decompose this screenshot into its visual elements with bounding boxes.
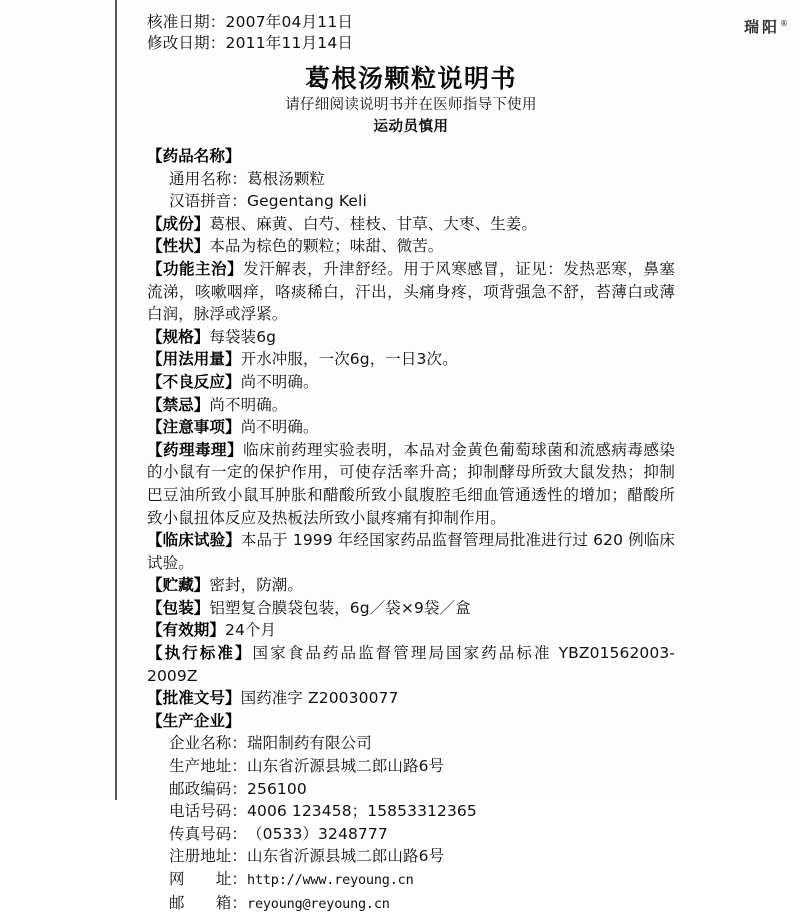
section-pinyin	[147, 190, 675, 213]
postcode-key: 邮政编码：	[169, 779, 248, 798]
specification-label: 【规格】	[147, 327, 210, 346]
registered-trademark-icon: ®	[780, 19, 788, 28]
production-address-key: 生产地址：	[169, 757, 248, 776]
approval-number-value: 国药准字 Z20030077	[240, 689, 399, 708]
manufacturer-website-row	[147, 868, 675, 892]
manufacturer-label: 【生产企业】	[147, 711, 241, 730]
standard-value: 国家食品药品监督管理局国家药品标准 YBZ01562003-2009Z	[147, 644, 675, 685]
registered-address-value: 山东省沂源县城二郎山路6号	[247, 847, 445, 866]
manufacturer-phone-row	[147, 800, 675, 823]
section-clinical-trial	[147, 529, 675, 574]
section-validity	[147, 619, 675, 642]
specification-value: 每袋装6g	[209, 327, 277, 346]
section-indications	[147, 258, 675, 326]
section-storage	[147, 574, 675, 597]
section-contraindications	[147, 394, 675, 417]
approval-date-label: 核准日期：	[147, 13, 226, 31]
revision-date-value: 2011年11月14日	[225, 34, 354, 52]
document-dates	[147, 12, 675, 54]
packaging-value: 铝塑复合膜袋包装，6g／袋×9袋／盒	[209, 598, 471, 617]
manufacturer-postcode-row	[147, 778, 675, 801]
section-ingredients	[147, 213, 675, 236]
manufacturer-company-row	[147, 732, 675, 755]
section-properties	[147, 235, 675, 258]
website-key: 网 址：	[169, 870, 248, 888]
validity-label: 【有效期】	[147, 621, 226, 640]
section-generic-name	[147, 168, 675, 191]
clinical-trial-value: 本品于 1999 年经国家药品监督管理局批准进行过 620 例临床试验。	[147, 531, 675, 572]
generic-name-value: 葛根汤颗粒	[247, 169, 326, 188]
dosage-label: 【用法用量】	[147, 350, 241, 369]
packaging-label: 【包装】	[147, 598, 210, 617]
manufacturer-fax-row	[147, 823, 675, 846]
clinical-trial-label: 【临床试验】	[147, 531, 241, 550]
postcode-value: 256100	[247, 779, 307, 798]
adverse-reactions-label: 【不良反应】	[147, 372, 241, 391]
manufacturer-email-row	[147, 892, 675, 915]
manufacturer-company-key: 企业名称：	[169, 734, 248, 753]
precautions-label: 【注意事项】	[147, 418, 241, 437]
email-value[interactable]: reyoung@reyoung.cn	[247, 895, 390, 912]
contraindications-value: 尚不明确。	[209, 395, 288, 414]
precautions-value: 尚不明确。	[240, 418, 319, 437]
section-dosage	[147, 348, 675, 371]
approval-date-value: 2007年04月11日	[225, 13, 354, 31]
phone-key: 电话号码：	[169, 802, 248, 821]
reading-instruction: 请仔细阅读说明书并在医师指导下使用	[285, 97, 537, 113]
section-adverse-reactions	[147, 371, 675, 394]
section-approval-number	[147, 687, 675, 710]
properties-label: 【性状】	[147, 237, 210, 256]
brand-logo-text: 瑞阳	[743, 18, 780, 36]
registered-address-key: 注册地址：	[169, 847, 248, 866]
manufacturer-production-address-row	[147, 755, 675, 778]
fax-key: 传真号码：	[169, 824, 248, 843]
phone-value: 4006 123458；15853312365	[247, 802, 477, 821]
pinyin-key: 汉语拼音：	[169, 192, 248, 211]
ingredients-label: 【成份】	[147, 214, 210, 233]
contraindications-label: 【禁忌】	[147, 395, 210, 414]
pinyin-value: Gegentang Keli	[247, 192, 367, 211]
validity-value: 24个月	[225, 621, 277, 640]
revision-date-row	[147, 33, 675, 54]
website-value[interactable]: http://www.reyoung.cn	[247, 872, 414, 888]
brand-logo	[744, 16, 788, 37]
standard-label: 【执行标准】	[147, 644, 253, 663]
page-left-rule	[115, 0, 117, 800]
section-packaging	[147, 597, 675, 620]
title-block	[147, 63, 675, 138]
pharmacology-value: 临床前药理实验表明，本品对金黄色葡萄球菌和流感病毒感染的小鼠有一定的保护作用，可使存活率升高；抑制酵母所致大鼠发热；抑制巴豆油所致小鼠耳肿胀和醋酸所致小鼠腹腔毛细血管通透性的增加；醋酸所致小鼠扭体反应及热板法所致小鼠疼痛有抑制作用。	[147, 440, 675, 527]
dosage-value: 开水冲服，一次6g，一日3次。	[240, 350, 458, 369]
pharmacology-label: 【药理毒理】	[147, 440, 244, 459]
manufacturer-company-value: 瑞阳制药有限公司	[247, 734, 372, 753]
adverse-reactions-value: 尚不明确。	[240, 372, 319, 391]
manufacturer-registered-address-row	[147, 845, 675, 868]
approval-number-label: 【批准文号】	[147, 689, 241, 708]
section-drug-name-heading	[147, 145, 675, 168]
ingredients-value: 葛根、麻黄、白芍、桂枝、甘草、大枣、生姜。	[209, 214, 538, 233]
properties-value: 本品为棕色的颗粒；味甜、微苦。	[209, 237, 444, 256]
section-manufacturer-heading	[147, 710, 675, 733]
email-key: 邮 箱：	[169, 893, 248, 912]
drug-name-label: 【药品名称】	[147, 147, 241, 165]
section-pharmacology	[147, 439, 675, 529]
section-precautions	[147, 416, 675, 439]
storage-label: 【贮藏】	[147, 576, 210, 595]
section-standard	[147, 642, 675, 687]
storage-value: 密封，防潮。	[209, 576, 304, 595]
section-specification	[147, 326, 675, 349]
insert-content	[147, 12, 675, 915]
revision-date-label: 修改日期：	[147, 34, 226, 52]
page-title: 葛根汤颗粒说明书	[304, 64, 517, 93]
athlete-warning: 运动员慎用	[373, 119, 449, 135]
approval-date-row	[147, 12, 675, 33]
indications-label: 【功能主治】	[147, 259, 244, 278]
indications-value: 发汗解表，升津舒经。用于风寒感冒，证见：发热恶寒，鼻塞流涕，咳嗽咽痒，咯痰稀白，汗出，头痛身疼，项背强急不舒，苔薄白或薄白润，脉浮或浮紧。	[147, 259, 675, 324]
fax-value: （0533）3248777	[247, 824, 388, 843]
generic-name-key: 通用名称：	[169, 169, 248, 188]
production-address-value: 山东省沂源县城二郎山路6号	[247, 757, 445, 776]
